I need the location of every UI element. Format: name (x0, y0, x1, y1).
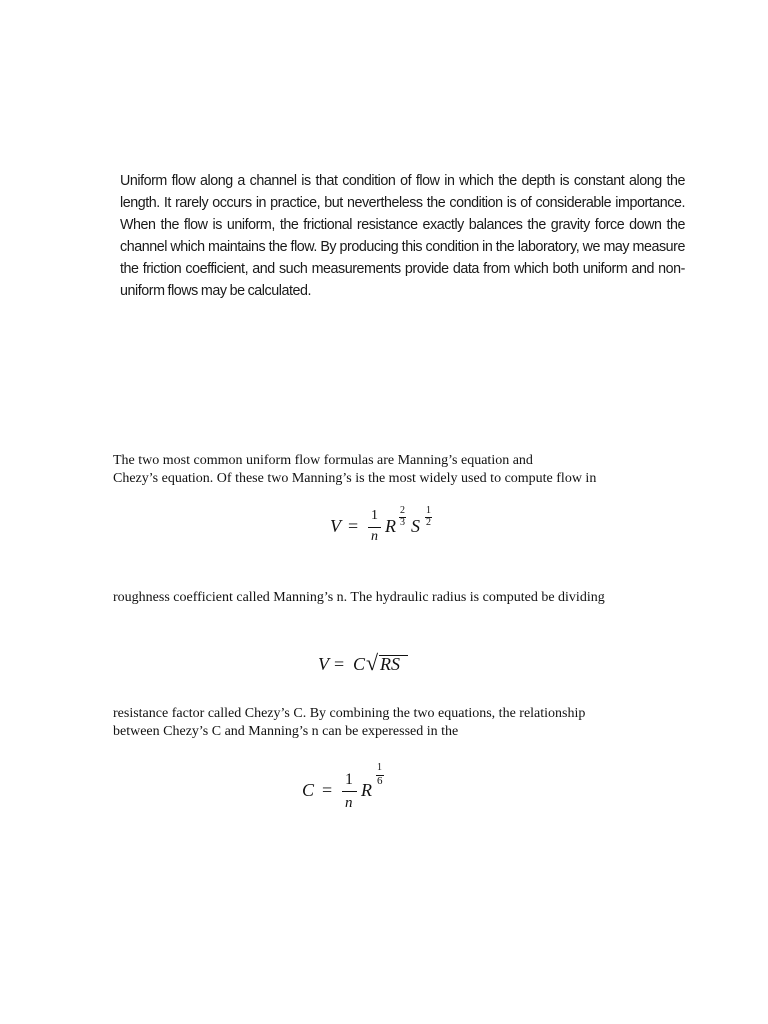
text-line-3: roughness coefficient called Manning’s n. The hydraulic radius is computed be dividing (113, 590, 605, 605)
relation-exp-den: 6 (377, 775, 383, 787)
manning-exp1-den: 3 (400, 517, 405, 528)
relation-equation (300, 760, 400, 815)
chezy-coef: C (353, 654, 366, 674)
manning-var-r: R (385, 516, 396, 536)
chezy-radical: √ (366, 650, 379, 675)
manning-exp1-num: 2 (400, 505, 405, 516)
chezy-equals: = (334, 654, 345, 674)
text-line-2: Chezy’s equation. Of these two Manning’s is the most widely used to compute flow in (113, 471, 597, 486)
relation-lhs: C (302, 780, 315, 800)
text-line-4: resistance factor called Chezy’s C. By combining the two equations, the relationship (113, 706, 586, 721)
relation-equals: = (322, 780, 333, 800)
intro-paragraph: Uniform flow along a channel is that condition of flow in which the depth is constant along the length. It rarely occurs in practice, but nevertheless the condition is of considerable importance. When the flow is uniform, the frictional resistance exactly balances the gravity force down the channel which maintains the flow. By producing this condition in the laboratory, we may measure the friction coefficient, and such measurements provide data from which both uniform and non-uniform flows may be calculated. (120, 173, 685, 299)
relation-exp-num: 1 (377, 762, 382, 773)
manning-frac-den: n (371, 529, 378, 544)
manning-equals: = (348, 516, 359, 536)
text-line-1: The two most common uniform flow formulas are Manning’s equation and (113, 453, 533, 468)
chezy-equation (318, 650, 418, 682)
relation-frac-bar (342, 791, 357, 792)
manning-exp2-den: 2 (426, 517, 431, 528)
manning-var-s: S (411, 516, 420, 536)
manning-frac-bar (368, 527, 381, 528)
manning-lhs: V (330, 516, 341, 536)
chezy-radicand: RS (380, 654, 400, 674)
relation-var-r: R (361, 780, 372, 800)
relation-frac-num: 1 (345, 771, 353, 788)
relation-frac-den: n (345, 795, 353, 811)
chezy-lhs: V (318, 654, 329, 674)
text-line-5: between Chezy’s C and Manning’s n can be experessed in the (113, 724, 459, 739)
manning-equation (328, 505, 448, 555)
manning-frac-num: 1 (371, 508, 378, 523)
manning-exp2-num: 1 (426, 505, 431, 516)
